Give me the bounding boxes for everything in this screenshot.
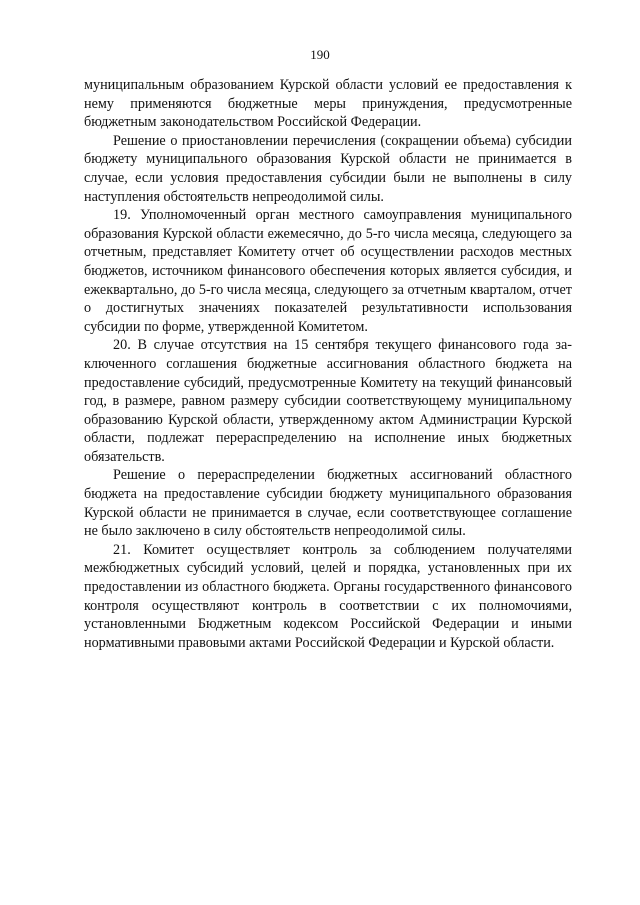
document-body (84, 76, 572, 652)
paragraph-suspension-decision: Решение о приостановлении перечисления (сокращении объема) субсидии бюджету муниципального образования Курской области не принимается в случае, если условия предоставления субсидии были не выполнены в силу наступления обстоятельств непреодолимой силы. (84, 132, 572, 205)
paragraph-20: 20. В случае отсутствия на 15 сентября текущего финансового года заключенного соглашения бюджетные ассигнования областного бюджета на предоставление субсидий, предусмотренные Комитету на текущий финансовый год, в размере, равном размеру субсидии соответствующему муниципальному образованию Курской области, утвержденному актом Администрации Курской области, подлежат перераспределению на исполнение иных бюджетных обязательств. (84, 337, 572, 465)
paragraph-21: 21. Комитет осуществляет контроль за соблюдением получателями межбюджетных субсидий условий, целей и порядка, установленных при их предоставлении из областного бюджета. Органы государственного финансового контроля осуществляют контроль в соответствии с их полномочиями, установленными Бюджетным кодексом Российской Федерации и иными нормативными правовыми актами Российской Федерации и Курской области. (84, 541, 572, 651)
paragraph-19: 19. Уполномоченный орган местного самоуправления муниципального образования Курской области ежемесячно, до 5-го числа месяца, следующего за отчетным, представляет Комитету отчет об осуществлении расходов местных бюджетов, источником финансового обеспечения которых является субсидия, и ежеквартально, до 5-го числа месяца, следующего за отчетным кварталом, отчет о достигнутых значениях показателей результативности использования субсидии по форме, утвержденной Комитетом. (84, 207, 572, 335)
paragraph-reallocation-decision: Решение о перераспределении бюджетных ассигнований областного бюджета на предоставление субсидии бюджету муниципального образования Курской области не принимается в случае, если соответствующее соглашение не было заключено в силу обстоятельств непреодолимой силы. (84, 467, 572, 540)
paragraph-continuation: муниципальным образованием Курской области условий ее предоставления к нему применяются бюджетные меры принуждения, предусмотренные бюджетным законодательством Российской Федерации. (84, 77, 572, 131)
page-number: 190 (310, 47, 330, 62)
